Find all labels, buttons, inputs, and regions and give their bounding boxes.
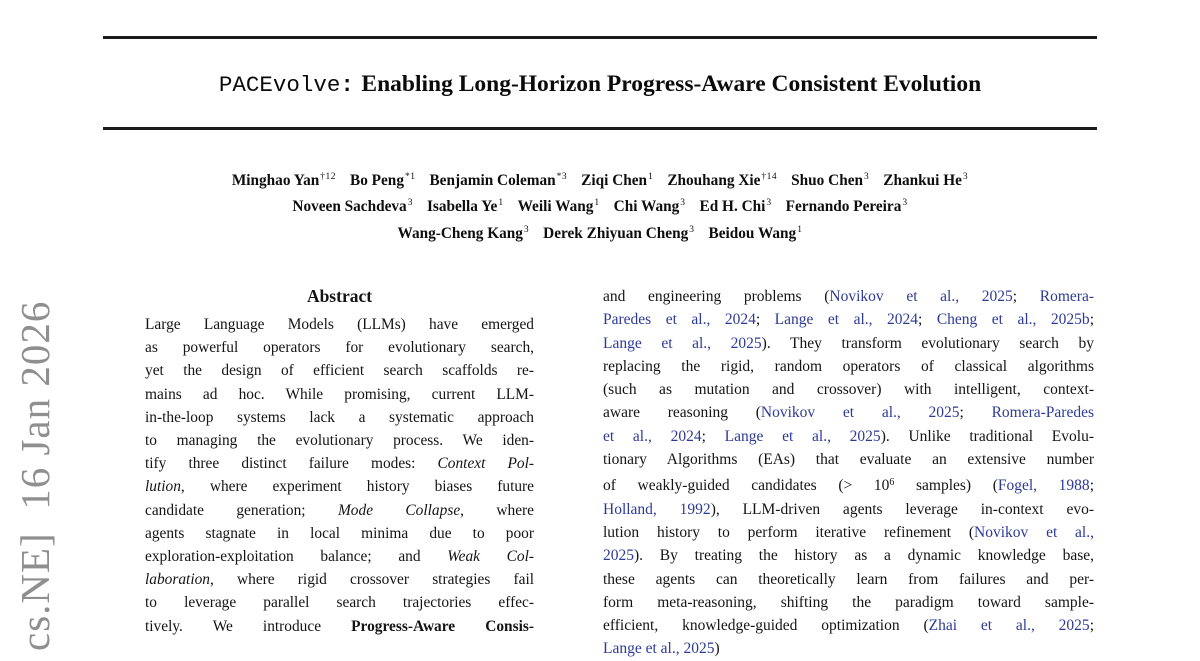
author-affiliation-sup: 3 [523,224,530,235]
citation-link[interactable]: 2025 [603,547,634,565]
text: of weakly-guided candidates (> 10 [603,477,890,495]
author-name: Derek Zhiyuan Cheng$^3$ [543,224,695,242]
text: tively. We introduce [145,617,352,635]
author-line [100,166,1100,192]
text-line [145,406,534,429]
text: ), LLM-driven agents leverage in-context evo- [710,500,1095,518]
emphasis-text: lution [145,478,181,496]
emphasis-text: laboration [145,571,210,589]
text-line [603,591,1094,614]
text-line [603,614,1094,637]
citation-link[interactable]: Lange et al., 2024 [774,311,919,329]
text-line [603,637,1094,660]
paper-title [0,69,1200,100]
text: ; [701,427,725,445]
text: ; [755,311,775,329]
title-separator: : [340,72,354,98]
citation-link[interactable]: Lange et al., 2025 [603,334,762,352]
text: , where rigid crossover strategies fail [210,571,534,589]
text-line [145,545,534,568]
text-line [145,615,534,638]
author-name: Chi Wang$^3$ [613,198,686,216]
author-affiliation-sup: 3 [864,172,870,182]
citation-link[interactable]: Fogel, 1988 [997,477,1090,495]
text: ). By treating the history as a dynamic knowledge base, [634,547,1094,565]
text-line [603,544,1094,567]
citation-link[interactable]: Novikov et al., [974,523,1094,541]
text: form meta-reasoning, shifting the paradigm toward sample- [603,593,1094,611]
text: Large Language Models (LLMs) have emerged [145,316,534,333]
text: ) [714,640,720,658]
text: ; [1089,617,1094,635]
title-rest: Enabling Long-Horizon Progress-Aware Consistent Evolution [361,71,982,97]
author-affiliation-sup: †14 [761,172,778,182]
text-line [603,425,1094,448]
author-affiliation-sup: 3 [902,198,908,209]
title-rule-top [103,36,1097,39]
author-affiliation-sup: 3 [680,198,686,209]
abstract-heading: Abstract [306,286,373,306]
text: (such as mutation and crossover) with intelligent, context- [603,381,1094,399]
citation-link[interactable]: Novikov et al., 2025 [760,404,960,422]
author-affiliation-sup: †12 [320,172,336,182]
citation-link[interactable]: Lange et al., 2025 [603,640,715,658]
citation-link[interactable]: Lange et al., 2025 [724,427,881,445]
text-line [145,429,534,452]
text: aware reasoning ( [603,404,761,422]
text: tionary Algorithms (EAs) that evaluate an extensive number [603,451,1094,469]
author-name: Ziqi Chen$^1$ [581,172,654,189]
author-name: Minghao Yan$^{\dagger 12}$ [231,172,336,189]
text-line [603,521,1094,544]
text: tify three distinct failure modes: [145,455,438,473]
text-line [603,448,1094,471]
authors-block [100,166,1100,245]
author-affiliation-sup: 3 [766,198,772,209]
text: ; [1089,311,1094,329]
author-affiliation-sup: 1 [594,198,600,209]
text: exploration-exploitation balance; and [145,548,448,566]
title-system-name: PACEvolve [218,72,341,98]
author-name: Zhankui He$^3$ [883,172,969,189]
abstract-section [145,286,534,638]
author-name: Isabella Ye$^1$ [426,198,504,216]
text: candidate generation; [145,501,338,519]
text: in-the-loop systems lack a systematic approach [145,408,534,426]
text-line [603,378,1094,401]
text-line [145,313,534,336]
emphasis-text: Weak Col- [447,548,534,566]
text: agents stagnate in local minima due to poor [145,524,534,542]
text-line [603,498,1094,521]
citation-link[interactable]: et al., 2024 [603,427,702,445]
text: ). Unlike traditional Evolu- [880,427,1094,445]
author-name: Zhouhang Xie$^{\dagger 14}$ [667,172,778,189]
author-name: Weili Wang$^1$ [517,198,600,216]
text: ; [1089,477,1094,495]
author-name: Beidou Wang$^1$ [708,224,803,242]
author-affiliation-sup: 1 [797,224,803,235]
arxiv-watermark: cs.NE] 16 Jan 2026 [12,300,58,651]
citation-link[interactable]: Novikov et al., 2025 [829,288,1013,305]
bold-text: Progress-Aware Consis- [351,617,534,635]
author-affiliation-sup: 3 [689,224,695,235]
citation-link[interactable]: Cheng et al., 2025b [936,311,1090,329]
author-name: Fernando Pereira$^3$ [785,198,908,216]
text-line [603,401,1094,424]
author-affiliation-sup: *3 [556,172,568,182]
text-line [145,383,534,406]
text-line [145,475,534,498]
text: samples) ( [894,477,998,495]
text-line [145,568,534,591]
text-line [603,471,1094,497]
text: replacing the rigid, random operators of classical algorithms [603,357,1094,375]
author-affiliation-sup: 3 [962,172,969,182]
text-line [603,285,1094,308]
author-name: Benjamin Coleman$^{*3}$ [429,172,568,189]
author-line [100,192,1100,218]
author-name: Ed H. Chi$^3$ [699,198,772,216]
author-affiliation-sup: *1 [404,172,416,182]
author-name: Noveen Sachdeva$^3$ [292,198,413,216]
abstract-body [145,313,534,638]
text: , where experiment history biases future [180,478,534,496]
author-affiliation-sup: 1 [648,172,654,182]
citation-link[interactable]: Holland, 1992 [603,500,711,518]
author-name: Bo Peng$^{*1}$ [350,172,416,189]
text: ; [1012,288,1040,305]
citation-link[interactable]: Zhai et al., 2025 [928,617,1090,635]
text-line [603,355,1094,378]
emphasis-text: Context Pol- [437,455,534,473]
text: ; [959,404,992,422]
text: yet the design of efficient search scaffolds re- [145,362,534,380]
text-line [145,336,534,359]
citation-link[interactable]: Romera-Paredes [991,404,1095,422]
text: lution history to perform iterative refinement ( [603,523,975,541]
text: ). They transform evolutionary search by [761,334,1094,352]
text: as powerful operators for evolutionary search, [145,339,534,357]
text: these agents can theoretically learn from failures and per- [603,570,1094,588]
citation-link[interactable]: Paredes et al., 2024 [603,311,756,329]
citation-link[interactable]: Romera- [1039,288,1095,305]
text: and engineering problems ( [603,288,830,305]
text-line [145,359,534,382]
text-line [603,332,1094,355]
text: ; [918,311,937,329]
superscript: 6 [889,477,895,489]
text: to leverage parallel search trajectories effec- [145,594,534,612]
text: efficient, knowledge-guided optimization ( [603,617,929,635]
emphasis-text: Mode Collapse [337,501,461,519]
author-affiliation-sup: 1 [498,198,504,209]
text: , where [460,501,534,519]
author-affiliation-sup: 3 [407,198,413,209]
text-line [603,568,1094,591]
author-name: Wang-Cheng Kang$^3$ [397,224,530,242]
text-line [145,522,534,545]
author-name: Shuo Chen$^3$ [791,172,870,189]
text: mains ad hoc. While promising, current LLM- [145,385,534,403]
title-rule-bottom [103,127,1097,130]
introduction-column [603,285,1094,661]
text-line [145,591,534,614]
text-line [603,308,1094,331]
text-line [145,452,534,475]
text-line [145,499,534,522]
author-line [100,219,1100,245]
text: to managing the evolutionary process. We iden- [145,432,534,450]
